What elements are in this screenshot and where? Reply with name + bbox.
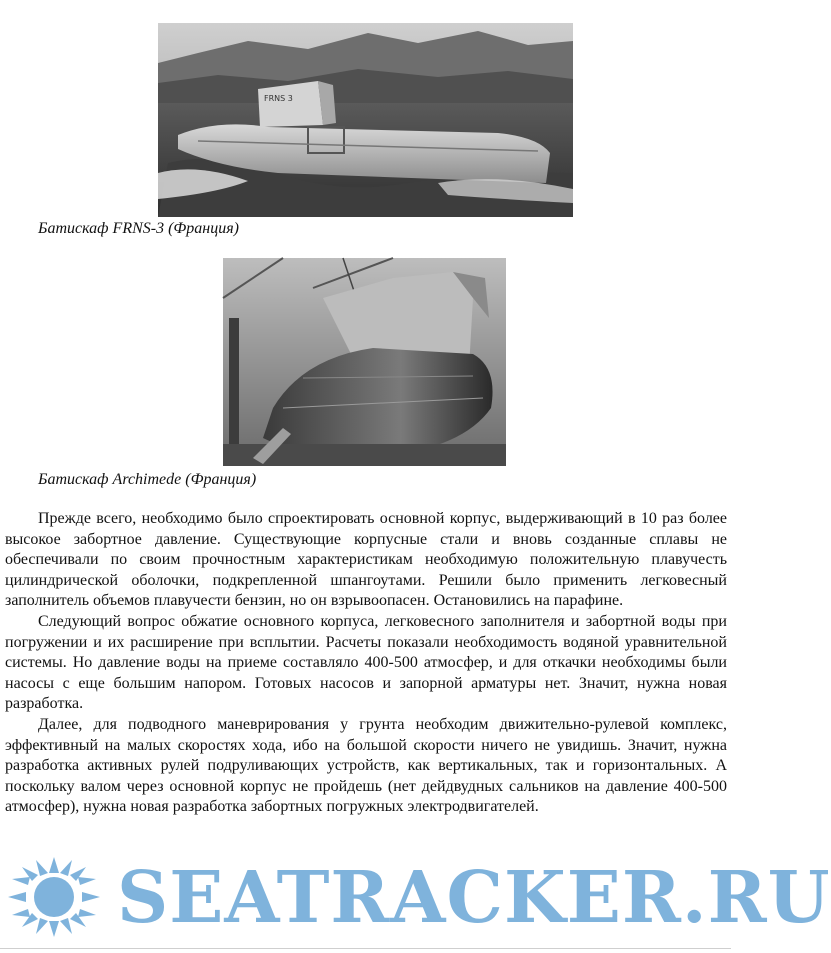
article-body xyxy=(5,509,727,818)
hull-marking: FRNS 3 xyxy=(264,94,293,103)
watermark-text: SEATRACKER.RU xyxy=(117,855,831,939)
footer-divider xyxy=(0,948,731,949)
figure-caption-1: Батискаф FRNS-3 (Франция) xyxy=(38,220,239,237)
seatracker-watermark xyxy=(0,855,831,939)
paragraph-3: Далее, для подводного маневрирования у грунта необходим движительно-рулевой комплекс, эффективный на малых скоростях хода, ибо на большой скорости ничего не увидишь. Значит, нужна разработка активных рулей подруливающих устройств, как вертикальных, так и горизонтальных. А поскольку валом через основной корпус не пройдешь (нет дейдвудных сальников на давление 400-500 атмосфер), нужна новая разработка забортных погружных электродвигателей. xyxy=(5,715,727,816)
figure-caption-2: Батискаф Archimede (Франция) xyxy=(38,471,257,488)
paragraph-2: Следующий вопрос обжатие основного корпуса, легковесного заполнителя и забортной воды при погружении и их расширение при всплытии. Расчеты показали необходимость водяной уравнительной системы. Но давление воды на приеме составляло 400-500 атмосфер, и для откачки необходимы были насосы с еще большим напором. Готовых насосов и запорной арматуры нет. Значит, нужна новая разработка. xyxy=(5,612,727,713)
photo-frns3 xyxy=(158,23,573,217)
paragraph-1: Прежде всего, необходимо было спроектировать основной корпус, выдерживающий в 10 раз более высокое забортное давление. Существующие корпусные стали и вновь созданные сплавы не обеспечивали по своим прочностным характеристикам необходимую положительную плавучесть цилиндрической оболочки, подкрепленной шпангоутами. Решили было применить легковесный заполнитель объемов плавучести бензин, но он взрывоопасен. Остановились на парафине. xyxy=(5,510,727,610)
sun-icon xyxy=(2,855,112,939)
photo-archimede xyxy=(223,258,506,466)
